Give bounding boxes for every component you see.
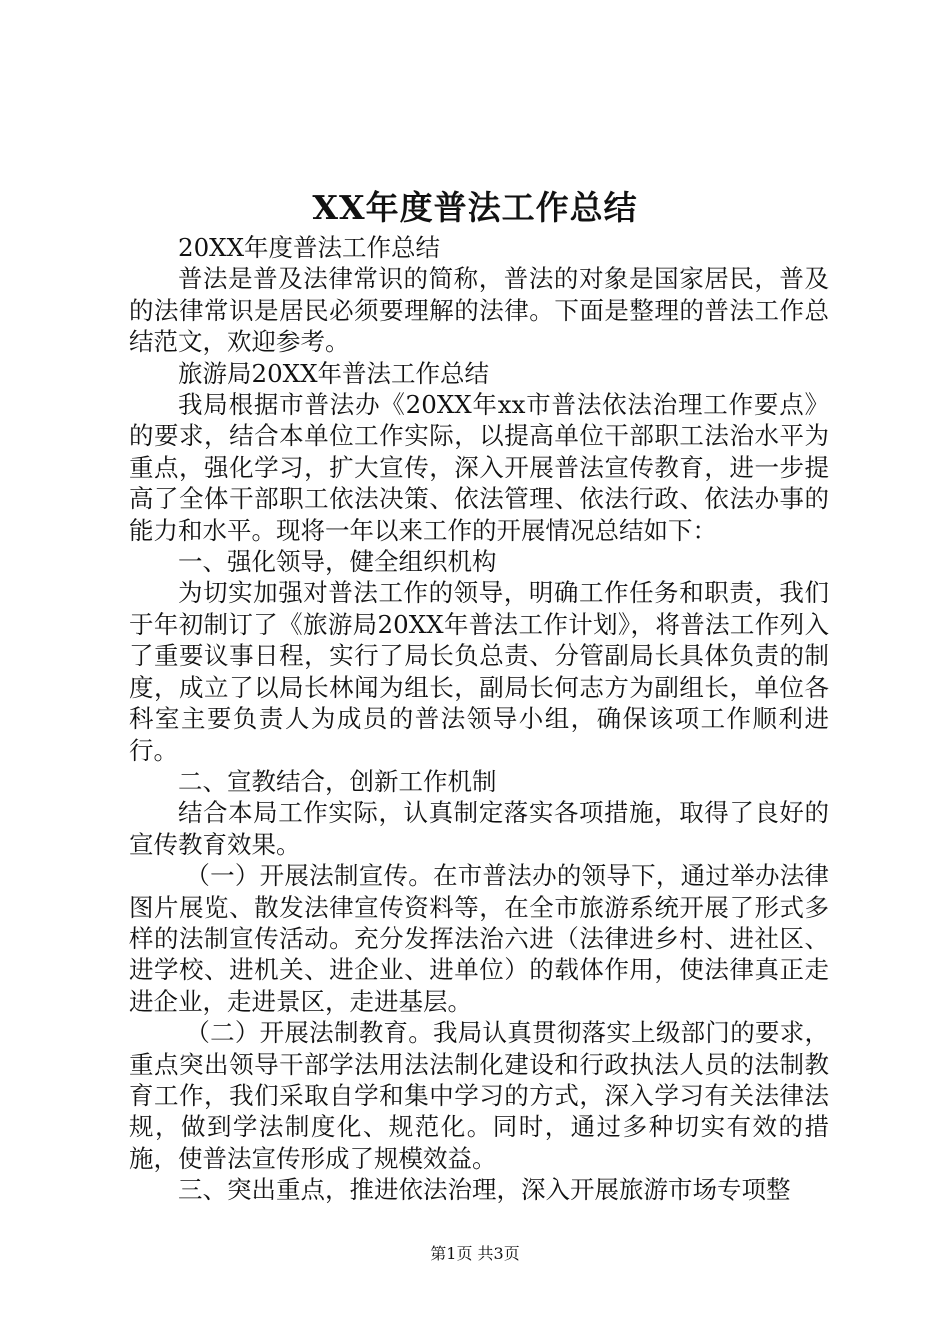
- section-heading: 旅游局20XX年普法工作总结: [178, 358, 490, 388]
- body-paragraph: （一）开展法制宣传。在市普法办的领导下，通过举办法律图片展览、散发法律宣传资料等，在全市旅游系统开展了形式多样的法制宣传活动。充分发挥法治六进（法律进乡村、进社区、进学校、进机关、进企业、进单位）的载体作用，使法律真正走进企业，走进景区，走进基层。: [129, 861, 829, 1016]
- body-paragraph: （二）开展法制教育。我局认真贯彻落实上级部门的要求，重点突出领导干部学法用法法制化建设和行政执法人员的法制教育工作，我们采取自学和集中学习的方式，深入学习有关法律法规，做到学法制度化、规范化。同时，通过多种切实有效的措施，使普法宣传形成了规模效益。: [129, 1018, 829, 1173]
- intro-paragraph: 普法是普及法律常识的简称，普法的对象是国家居民，普及的法律常识是居民必须要理解的法律。下面是整理的普法工作总结范文，欢迎参考。: [129, 264, 829, 357]
- section-heading: 一、强化领导，健全组织机构: [178, 547, 497, 577]
- document-title: XX年度普法工作总结: [312, 188, 638, 227]
- body-paragraph: 为切实加强对普法工作的领导，明确工作任务和职责，我们于年初制订了《旅游局20XX年普法工作计划》，将普法工作列入了重要议事日程，实行了局长负总责、分管副局长具体负责的制度，成立了以局长林闻为组长，副局长何志方为副组长，单位各科室主要负责人为成员的普法领导小组，确保该项工作顺利进行。: [129, 578, 829, 765]
- body-paragraph: 我局根据市普法办《20XX年xx市普法依法治理工作要点》的要求，结合本单位工作实际，以提高单位干部职工法治水平为重点，强化学习，扩大宣传，深入开展普法宣传教育，进一步提高了全体干部职工依法决策、依法管理、依法行政、依法办事的能力和水平。现将一年以来工作的开展情况总结如下：: [129, 390, 829, 545]
- section-heading: 二、宣教结合，创新工作机制: [178, 766, 497, 796]
- body-paragraph: 结合本局工作实际，认真制定落实各项措施，取得了良好的宣传教育效果。: [129, 798, 829, 859]
- section-heading: 三、突出重点，推进依法治理，深入开展旅游市场专项整: [178, 1175, 791, 1205]
- page-number-footer: 第1页 共3页: [430, 1244, 520, 1263]
- subtitle-paragraph: 20XX年度普法工作总结: [178, 233, 441, 262]
- document-body: [129, 232, 829, 1206]
